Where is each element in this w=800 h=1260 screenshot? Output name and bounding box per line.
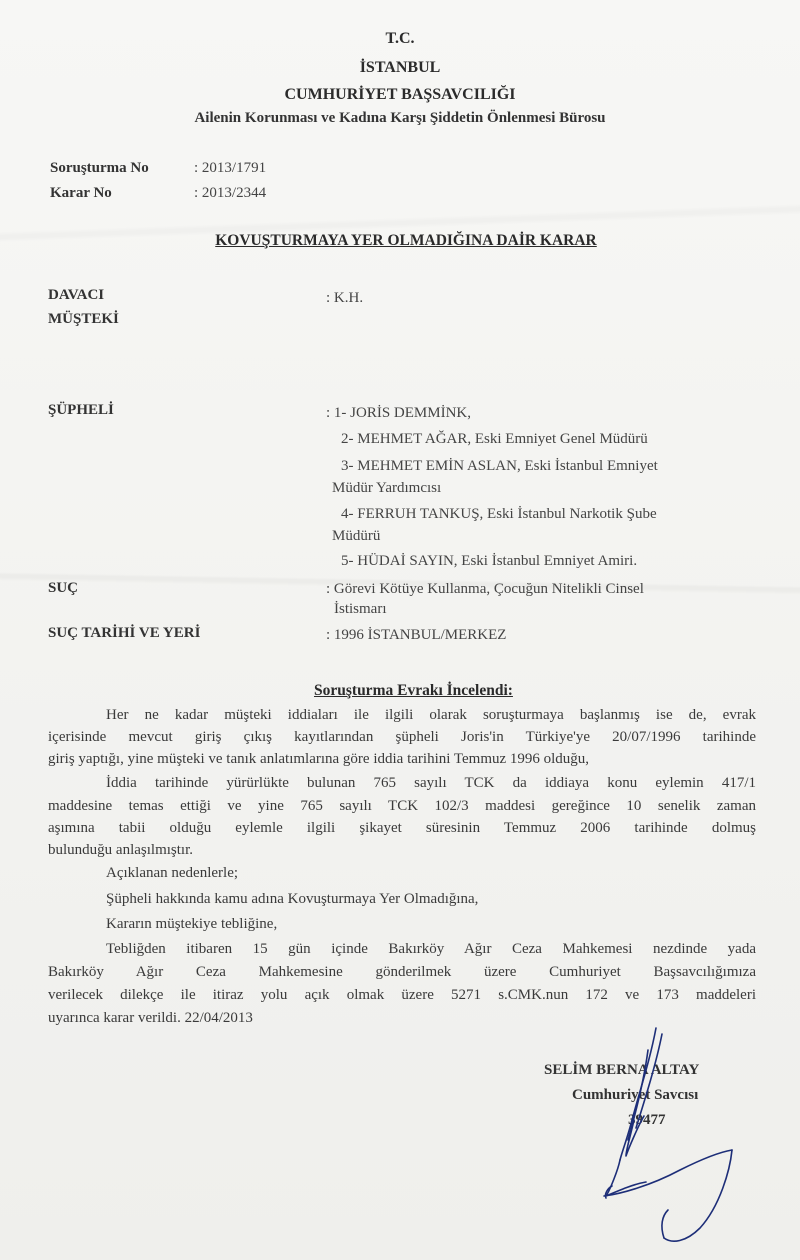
body-p2-line2: maddesine temas ettiği ve yine 765 sayılı TCK 102/3 maddesi gereğince 10 senelik zaman [48,798,756,814]
body-p2-line3: aşımına tabii olduğu eylemle ilgili şikayet süresinin Temmuz 2006 tarihinde dolmuş [48,820,756,836]
body-p1-line3: giriş yaptığı, yine müşteki ve tanık anlatımlarına göre iddia tarihini Temmuz 1996 olduğu, [48,751,590,767]
section-title: Soruşturma Evrakı İncelendi: [314,682,513,699]
body-p6-line2: Bakırköy Ağır Ceza Mahkemesine gönderilmek üzere Cumhuriyet Başsavcılığımıza [48,964,756,980]
suc-label: SUÇ [48,580,79,596]
suc-tarihi-label: SUÇ TARİHİ VE YERİ [48,625,201,641]
header-city: İSTANBUL [359,59,441,76]
body-p6-line4: uyarınca karar verildi. 22/04/2013 [48,1010,253,1026]
decision-title: KOVUŞTURMAYA YER OLMADIĞINA DAİR KARAR [215,232,597,249]
body-p5: Kararın müştekiye tebliğine, [106,916,278,932]
body-p2-line1: İddia tarihinde yürürlükte bulunan 765 sayılı TCK da iddiaya konu eylemin 417/1 [106,775,756,791]
header-office: CUMHURİYET BAŞSAVCILIĞI [284,86,516,103]
body-p3: Açıklanan nedenlerle; [106,865,239,881]
body-p2-line4: bulunduğu anlaşılmıştır. [48,842,193,858]
suc-value-b: İstismarı [334,601,387,617]
davaci-value: : K.H. [326,290,364,306]
supheli-2: 2- MEHMET AĞAR, Eski Emniyet Genel Müdürü [341,431,648,447]
body-p1-line2: içerisinde mevcut giriş çıkış kayıtlarından şüpheli Joris'in Türkiye'ye 20/07/1996 tarihinde [48,729,756,745]
signatory-title: Cumhuriyet Savcısı [572,1087,699,1103]
karar-no-value: : 2013/2344 [194,185,267,201]
body-p6-line3: verilecek dilekçe ile itiraz yolu açık olmak üzere 5271 s.CMK.nun 172 ve 173 maddeleri [48,987,756,1003]
sorusturma-no-value: : 2013/1791 [194,160,267,176]
signatory-name: SELİM BERNA ALTAY [544,1062,700,1078]
body-p4: Şüpheli hakkında kamu adına Kovuşturmaya Yer Olmadığına, [106,891,479,907]
supheli-3b: Müdür Yardımcısı [332,480,442,496]
suc-tarihi-value: : 1996 İSTANBUL/MERKEZ [326,627,507,643]
supheli-1: : 1- JORİS DEMMİNK, [326,405,472,421]
body-p1-line1: Her ne kadar müşteki iddiaları ile ilgili olarak soruşturmaya başlanmış ise de, evrak [106,707,756,723]
suc-value-a: : Görevi Kötüye Kullanma, Çocuğun Nitelikli Cinsel [326,581,644,597]
supheli-5: 5- HÜDAİ SAYIN, Eski İstanbul Emniyet Amiri. [341,553,638,569]
supheli-label: ŞÜPHELİ [48,402,114,418]
karar-no-label: Karar No [50,185,112,201]
davaci-label: DAVACI [48,287,105,303]
body-p6-line1: Tebliğden itibaren 15 gün içinde Bakırköy Ağır Ceza Mahkemesi nezdinde yada [106,941,756,957]
signatory-number: 39477 [628,1112,666,1128]
sorusturma-no-label: Soruşturma No [50,160,149,176]
musteki-label: MÜŞTEKİ [48,311,119,327]
supheli-4b: Müdürü [332,528,381,544]
handwritten-signature-icon [560,1020,760,1250]
header-tc: T.C. [385,30,415,47]
supheli-3a: 3- MEHMET EMİN ASLAN, Eski İstanbul Emniyet [341,458,658,474]
header-bureau: Ailenin Korunması ve Kadına Karşı Şiddetin Önlenmesi Bürosu [194,110,606,126]
supheli-4a: 4- FERRUH TANKUŞ, Eski İstanbul Narkotik Şube [341,506,657,522]
